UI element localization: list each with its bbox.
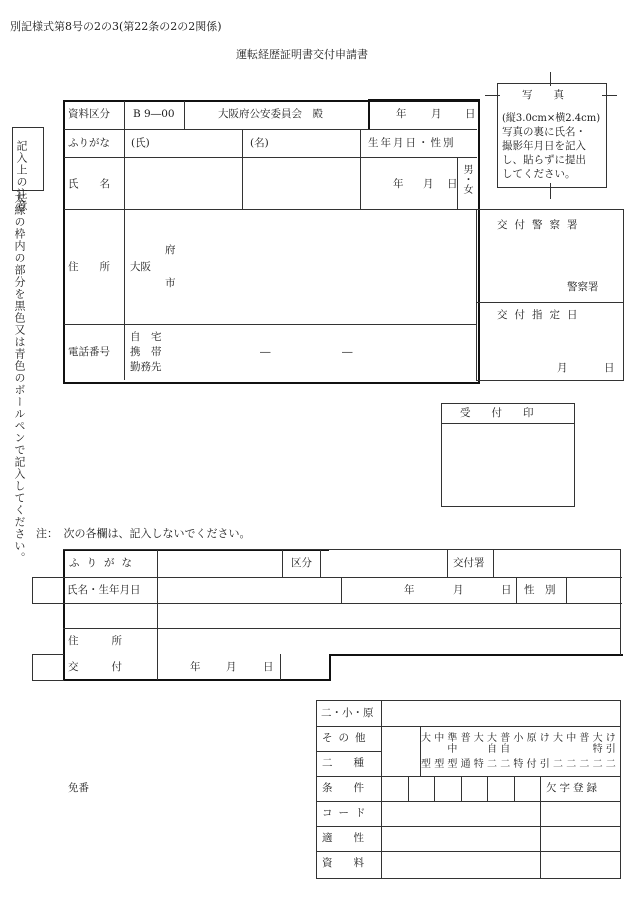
reception-stamp-label: 受 付 印 [460, 407, 534, 419]
apply-year: 年 [396, 108, 407, 120]
grid-row-label: 二・小・原 [321, 707, 374, 719]
phone-work: 勤務先 [130, 361, 162, 373]
license-type-label: 普 [460, 733, 471, 744]
lower-address-label: 住 所 [68, 635, 126, 647]
license-type-suffix: 二 [579, 759, 590, 770]
missing-char-label: 欠字登録 [546, 782, 600, 794]
phone-home: 自 宅 [130, 331, 162, 343]
phone-label: 電話番号 [68, 346, 110, 358]
photo-note: してください。 [502, 168, 576, 180]
phone-dash: ― [260, 346, 271, 358]
notice-text: 太線の枠内の部分を黒色又は青色のボールペンで記入してください。 [13, 192, 26, 564]
birth-sex-label: 生年月日・性別 [368, 137, 456, 149]
phone-dash: ― [342, 346, 353, 358]
license-type-label: 普 [579, 733, 590, 744]
license-type-label: 原 [526, 733, 537, 744]
address-shi: 市 [165, 277, 176, 289]
lower-furigana-label: ふりがな [69, 557, 139, 569]
surname-label: (氏) [131, 137, 150, 149]
form-reference: 別記様式第8号の2の3(第22条の2の2関係) [10, 20, 222, 33]
shiryo-value: B 9―00 [133, 108, 175, 120]
apply-month: 月 [431, 108, 442, 120]
license-type-suffix: 型 [447, 759, 458, 770]
phone-mobile: 携 帯 [130, 346, 162, 358]
birth-month: 月 [423, 178, 434, 190]
sex-choice: 男・女 [461, 164, 472, 194]
lower-sex-label: 性 別 [524, 584, 556, 596]
license-type-label: 普自 [500, 733, 511, 755]
license-type-suffix: 二 [566, 759, 577, 770]
license-type-suffix: 通 [460, 759, 471, 770]
police-suffix: 警察署 [567, 281, 599, 293]
license-type-suffix: 二 [500, 759, 511, 770]
grid-row-label: その他 [322, 732, 372, 744]
police-date-label: 交付指定日 [497, 309, 585, 321]
license-type-label: 大 [553, 733, 563, 744]
license-type-suffix: 型 [421, 759, 431, 770]
license-type-suffix: 付 [526, 759, 537, 770]
license-type-label: 大自 [487, 733, 497, 755]
notice-box-label: 記入上の注意 [15, 140, 28, 212]
lower-kubun-label: 区分 [291, 557, 312, 569]
menban-label: 免番 [68, 782, 89, 794]
license-type-suffix: 二 [592, 759, 603, 770]
apply-day: 日 [465, 108, 476, 120]
license-type-suffix: 特 [473, 759, 484, 770]
license-type-label: 大 [473, 733, 484, 744]
police-day: 日 [604, 362, 615, 374]
license-type-suffix: 型 [434, 759, 445, 770]
given-name-label: (名) [250, 137, 269, 149]
license-type-suffix: 引 [539, 759, 550, 770]
furigana-label: ふりがな [68, 137, 110, 149]
license-type-label: け引 [605, 733, 616, 755]
license-type-label: 中 [434, 733, 445, 744]
grid-row-label: 資 料 [322, 857, 364, 869]
lower-month: 月 [453, 584, 464, 596]
police-label: 交付警察署 [497, 219, 585, 231]
license-type-label: 小 [513, 733, 524, 744]
license-type-label: 準中 [447, 733, 458, 755]
form-title: 運転経歴証明書交付申請書 [236, 48, 368, 61]
shiryo-label: 資料区分 [68, 108, 110, 120]
license-type-label: 中 [566, 733, 577, 744]
grid-row-label: 条 件 [322, 782, 364, 794]
grid-row-label: コード [322, 807, 372, 819]
lower-day: 日 [501, 584, 512, 596]
name-label: 氏 名 [68, 178, 110, 190]
photo-note: 写真の裏に氏名・ [502, 126, 586, 138]
license-type-suffix: 特 [513, 759, 524, 770]
lower-kofusho-label: 交付署 [453, 557, 485, 569]
license-type-label: 大 [421, 733, 431, 744]
addressee: 大阪府公安委員会 殿 [218, 108, 323, 120]
address-osaka: 大阪 [130, 261, 151, 273]
grid-row-label: 二 種 [322, 757, 364, 769]
photo-note: 撮影年月日を記入 [502, 140, 586, 152]
birth-year: 年 [393, 178, 404, 190]
lower-issue-day: 日 [263, 661, 274, 673]
police-month: 月 [557, 362, 568, 374]
lower-name-birth-label: 氏名・生年月日 [67, 584, 141, 596]
license-type-label: け [539, 733, 550, 744]
lower-year: 年 [404, 584, 415, 596]
license-type-suffix: 二 [605, 759, 616, 770]
address-fu: 府 [165, 244, 176, 256]
license-type-suffix: 二 [487, 759, 497, 770]
license-type-suffix: 二 [553, 759, 563, 770]
office-use-note: 注： 次の各欄は、記入しないでください。 [36, 527, 251, 540]
lower-issue-year: 年 [190, 661, 201, 673]
photo-note: し、貼らずに提出 [502, 154, 586, 166]
photo-note: (縦3.0cm×横2.4cm) [502, 113, 601, 124]
grid-row-label: 適 性 [322, 832, 364, 844]
lower-issue-label: 交 付 [68, 661, 126, 673]
photo-heading: 写 真 [522, 89, 564, 101]
lower-issue-month: 月 [226, 661, 237, 673]
license-type-label: 大特 [592, 733, 603, 755]
address-label: 住 所 [68, 261, 110, 273]
birth-day: 日 [447, 178, 458, 190]
